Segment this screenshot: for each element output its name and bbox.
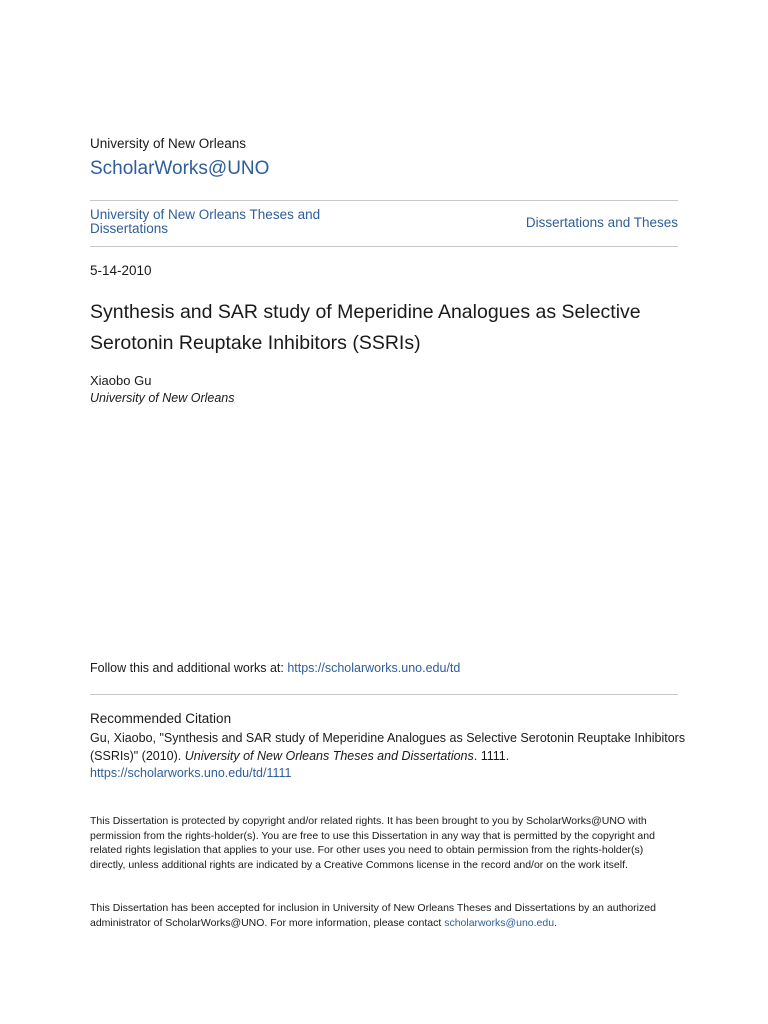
- divider-collections: [90, 246, 678, 247]
- follow-prefix: Follow this and additional works at:: [90, 661, 288, 675]
- citation-number: . 1111.: [473, 748, 510, 763]
- citation-body: Gu, Xiaobo, "Synthesis and SAR study of Meperidine Analogues as Selective Serotonin Reuptake Inhibitors (SSRIs)" (2010).: [90, 731, 686, 763]
- acceptance-notice: [90, 901, 680, 930]
- contact-email-link[interactable]: scholarworks@uno.edu: [444, 916, 555, 929]
- citation-link[interactable]: https://scholarworks.uno.edu/td/1111: [90, 766, 292, 780]
- author-affiliation: University of New Orleans: [90, 391, 235, 405]
- citation-text: [90, 730, 690, 783]
- acceptance-text: This Dissertation has been accepted for inclusion in University of New Orleans Theses and Dissertations by an authorized administrator of ScholarWorks@UNO. For more information, please contact: [90, 902, 656, 929]
- citation-heading: Recommended Citation: [90, 711, 232, 726]
- author-name: Xiaobo Gu: [90, 373, 152, 388]
- divider-citation: [90, 694, 678, 695]
- citation-series: University of New Orleans Theses and Dissertations: [184, 748, 474, 763]
- divider-top: [90, 200, 678, 201]
- rights-notice: This Dissertation is protected by copyright and/or related rights. It has been brought to you by ScholarWorks@UNO with permission from the rights-holder(s). You are free to use this Dissertation in any way that is permitted by the copyright and related rights legislation that applies to your use. For other uses you need to obtain permission from the rights-holder(s) directly, unless additional rights are indicated by a Creative Commons license in the record and/or on the work itself.: [90, 815, 655, 871]
- publication-date: 5-14-2010: [90, 263, 152, 278]
- series-link[interactable]: Dissertations and Theses: [525, 215, 678, 230]
- work-title: Synthesis and SAR study of Meperidine Analogues as Selective Serotonin Reuptake Inhibitors (SSRIs): [90, 301, 641, 354]
- institution-name: University of New Orleans: [90, 136, 247, 151]
- follow-line: [90, 661, 460, 675]
- follow-link[interactable]: https://scholarworks.uno.edu/td: [287, 661, 461, 675]
- collection-link[interactable]: University of New Orleans Theses and Dissertations: [90, 207, 321, 236]
- acceptance-end: .: [554, 916, 557, 929]
- repository-link[interactable]: ScholarWorks@UNO: [90, 158, 270, 179]
